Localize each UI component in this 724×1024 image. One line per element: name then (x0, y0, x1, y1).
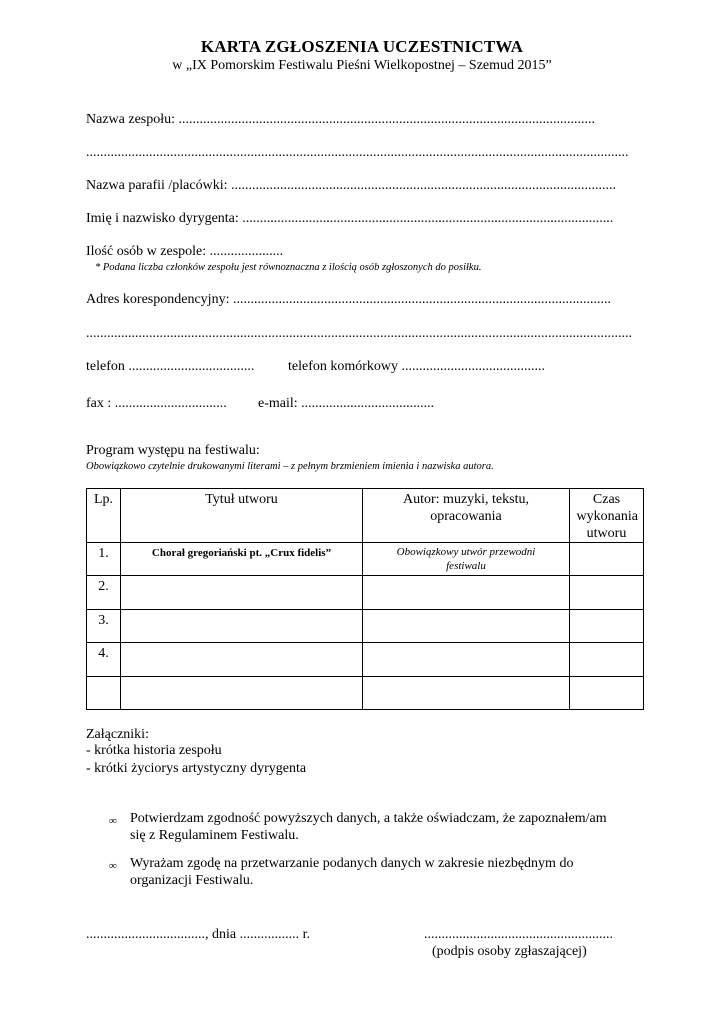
page-title: KARTA ZGŁOSZENIA UCZESTNICTWA (200, 37, 524, 56)
program-heading: Program występu na festiwalu: (86, 443, 260, 458)
piece-time-cell[interactable] (570, 677, 644, 710)
address-field[interactable]: Adres korespondencyjny: ............................................................................................................ (86, 292, 611, 307)
attachment-item: - krótka historia zespołu (86, 743, 222, 758)
piece-author-cell[interactable] (363, 576, 570, 610)
piece-time-cell[interactable] (570, 610, 644, 643)
attachments-heading: Załączniki: (86, 727, 149, 742)
email-field[interactable]: e-mail: ...................................... (258, 396, 435, 411)
program-note: Obowiązkowo czytelnie drukowanymi literami – z pełnym brzmieniem imienia i nazwiska autora. (86, 461, 494, 472)
infinity-bullet-icon: ∞ (109, 860, 117, 872)
piece-time-cell[interactable] (570, 576, 644, 610)
table-row (87, 610, 644, 643)
piece-title-cell[interactable] (121, 677, 363, 710)
phone-field[interactable]: telefon .................................... (86, 359, 255, 374)
table-row (87, 543, 644, 576)
piece-title-cell[interactable] (121, 610, 363, 643)
infinity-bullet-icon: ∞ (109, 815, 117, 827)
column-header-time: Czas wykonania utworu (570, 489, 644, 543)
table-row (87, 677, 644, 710)
declaration-data-processing-cont: organizacji Festiwalu. (130, 873, 254, 888)
date-field[interactable]: .................................., dnia ................. r. (86, 927, 310, 942)
program-table (86, 488, 644, 710)
row-number: 2. (87, 576, 121, 610)
column-header-title: Tytuł utworu (121, 489, 363, 543)
fax-field[interactable]: fax : ................................ (86, 396, 227, 411)
table-row (87, 576, 644, 610)
column-header-author: Autor: muzyki, tekstu, opracowania (363, 489, 570, 543)
member-count-note: * Podana liczba członków zespołu jest równoznaczna z ilością osób zgłoszonych do posiłku. (95, 262, 482, 273)
declaration-data-confirmation-cont: się z Regulaminem Festiwalu. (130, 828, 299, 843)
signature-label: (podpis osoby zgłaszającej) (432, 944, 587, 959)
attachment-item: - krótki życiorys artystyczny dyrygenta (86, 761, 307, 776)
piece-time-cell[interactable] (570, 543, 644, 576)
column-header-lp: Lp. (87, 489, 121, 543)
member-count-field[interactable]: Ilość osób w zespole: ..................... (86, 244, 284, 259)
declaration-data-confirmation: Potwierdzam zgodność powyższych danych, a także oświadczam, że zapoznałem/am (130, 811, 607, 826)
piece-author-cell[interactable] (363, 610, 570, 643)
table-row (87, 643, 644, 677)
table-header-row (87, 489, 644, 543)
piece-title-cell[interactable] (121, 576, 363, 610)
row-number: 1. (87, 543, 121, 576)
piece-author-cell[interactable] (363, 643, 570, 677)
page-subtitle: w „IX Pomorskim Festiwalu Pieśni Wielkopostnej – Szemud 2015” (172, 58, 552, 73)
piece-author-cell[interactable]: Obowiązkowy utwór przewodni festiwalu (363, 543, 570, 576)
row-number: 4. (87, 643, 121, 677)
row-number: 3. (87, 610, 121, 643)
piece-time-cell[interactable] (570, 643, 644, 677)
mobile-phone-field[interactable]: telefon komórkowy ......................................... (288, 359, 546, 374)
address-continuation-field[interactable]: ............................................................................................................................................................ (86, 326, 632, 341)
group-name-continuation-field[interactable]: ........................................................................................................................................................... (86, 145, 629, 160)
parish-field[interactable]: Nazwa parafii /placówki: .............................................................................................................. (86, 178, 616, 193)
piece-title-cell[interactable] (121, 643, 363, 677)
piece-author-cell[interactable] (363, 677, 570, 710)
row-number (87, 677, 121, 710)
signature-field[interactable]: ...................................................... (424, 927, 613, 942)
declaration-data-processing: Wyrażam zgodę na przetwarzanie podanych danych w zakresie niezbędnym do (130, 856, 574, 871)
group-name-field[interactable]: Nazwa zespołu: ....................................................................................................................... (86, 112, 596, 127)
conductor-field[interactable]: Imię i nazwisko dyrygenta: .......................................................................................................... (86, 211, 614, 226)
piece-title-cell[interactable]: Chorał gregoriański pt. „Crux fidelis” (121, 543, 363, 576)
